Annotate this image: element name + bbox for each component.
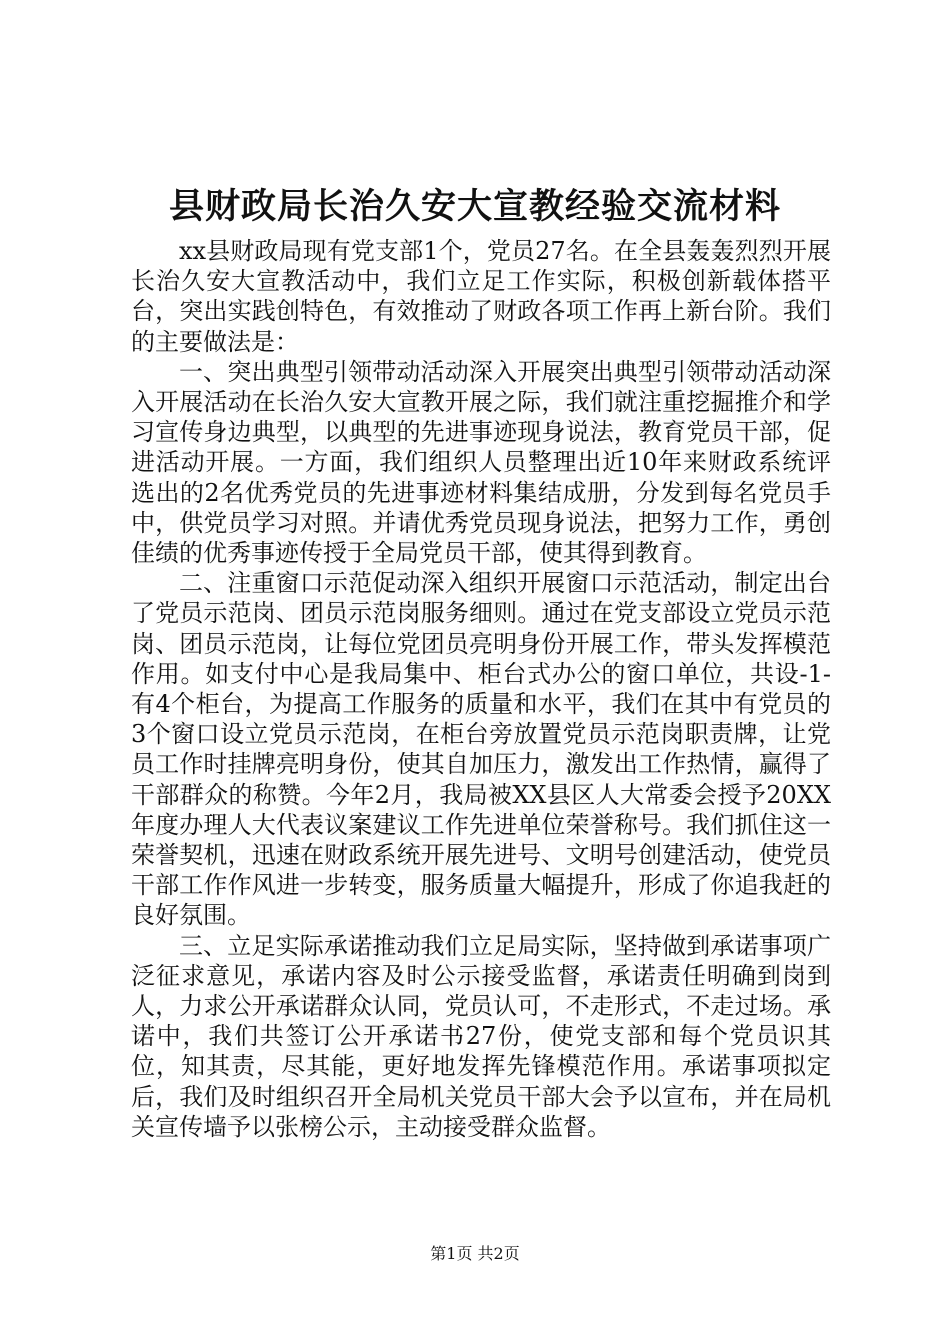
paragraph-intro: xx县财政局现有党支部1个，党员27名。在全县轰轰烈烈开展长治久安大宣教活动中，我们立足工作实际，积极创新载体搭平台，突出实践创特色，有效推动了财政各项工作再上新台阶。我们的主要做法是： [131, 237, 831, 356]
paragraph-section-two: 二、注重窗口示范促动深入组织开展窗口示范活动，制定出台了党员示范岗、团员示范岗服务细则。通过在党支部设立党员示范岗、团员示范岗，让每位党团员亮明身份开展工作，带头发挥模范作用。如支付中心是我局集中、柜台式办公的窗口单位，共设-1-有4个柜台，为提高工作服务的质量和水平，我们在其中有党员的3个窗口设立党员示范岗，在柜台旁放置党员示范岗职责牌，让党员工作时挂牌亮明身份，使其自加压力，激发出工作热情，赢得了干部群众的称赞。今年2月，我局被XX县区人大常委会授予20XX年度办理人大代表议案建议工作先进单位荣誉称号。我们抓住这一荣誉契机，迅速在财政系统开展先进号、文明号创建活动，使党员干部工作作风进一步转变，服务质量大幅提升，形成了你追我赶的良好氛围。 [131, 569, 831, 930]
document-body [131, 236, 831, 1142]
paragraph-section-three: 三、立足实际承诺推动我们立足局实际，坚持做到承诺事项广泛征求意见，承诺内容及时公示接受监督，承诺责任明确到岗到人，力求公开承诺群众认同，党员认可，不走形式，不走过场。承诺中，我们共签订公开承诺书27份，使党支部和每个党员识其位，知其责，尽其能，更好地发挥先锋模范作用。承诺事项拟定后，我们及时组织召开全局机关党员干部大会予以宣布，并在局机关宣传墙予以张榜公示，主动接受群众监督。 [131, 931, 831, 1141]
page-number-footer: 第1页 共2页 [430, 1244, 520, 1263]
paragraph-section-one: 一、突出典型引领带动活动深入开展突出典型引领带动活动深入开展活动在长治久安大宣教开展之际，我们就注重挖掘推介和学习宣传身边典型，以典型的先进事迹现身说法，教育党员干部，促进活动开展。一方面，我们组织人员整理出近10年来财政系统评选出的2名优秀党员的先进事迹材料集结成册，分发到每名党员手中，供党员学习对照。并请优秀党员现身说法，把努力工作，勇创佳绩的优秀事迹传授于全局党员干部，使其得到教育。 [131, 357, 831, 568]
document-title: 县财政局长治久安大宣教经验交流材料 [168, 186, 781, 227]
